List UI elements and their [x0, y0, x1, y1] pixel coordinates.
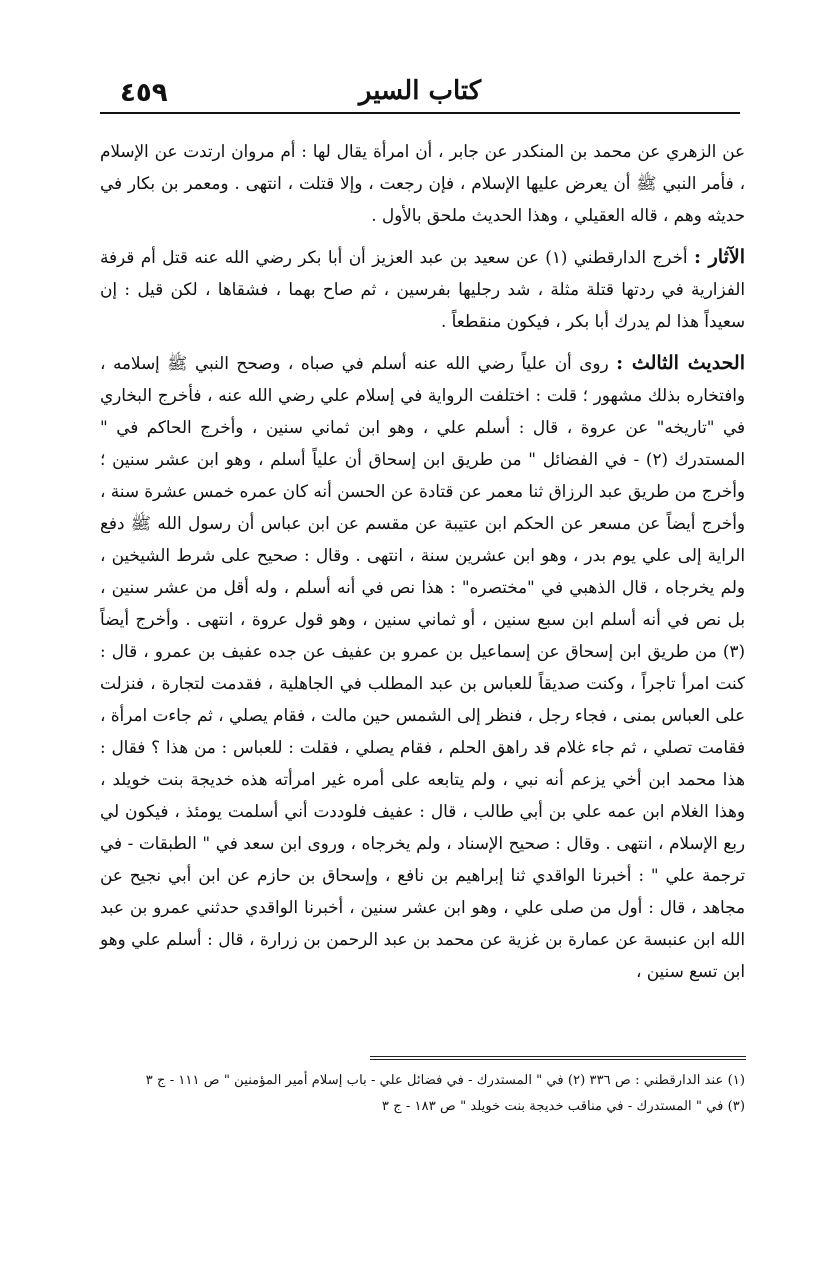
- footnotes: [100, 1068, 745, 1120]
- page-header: [100, 72, 740, 114]
- paragraph-text: روى أن علياً رضي الله عنه أسلم في صباه ، وصحح النبي ﷺ إسلامه ، وافتخاره بذلك مشهور ؛ قلت : اختلفت الرواية في إسلام علي رضي الله عنه ، فأخرج البخاري في "تاريخه" عن عروة ، قال : أسلم علي ، وهو ابن ثماني سنين ، وأخرج الحاكم في " المستدرك (٢) - في الفضائل " من طريق ابن إسحاق أن علياً أسلم ، وهو ابن عشر سنين ؛ وأخرج من طريق عبد الرزاق ثنا معمر عن قتادة عن الحسن أنه كان عمره خمس عشرة سنة ، وأخرج أيضاً عن مسعر عن الحكم ابن عتيبة عن مقسم عن ابن عباس أن رسول الله ﷺ دفع الراية إلى علي يوم بدر ، وهو ابن عشرين سنة ، انتهى . وقال : صحيح على شرط الشيخين ، ولم يخرجاه ، قال الذهبي في "مختصره" : هذا نص في أنه أسلم ، وله أقل من عشر سنين ، بل نص في أنه أسلم ابن سبع سنين ، أو ثماني سنين ، وهو قول عروة ، انتهى . وأخرج أيضاً (٣) من طريق ابن إسحاق عن إسماعيل بن عمرو بن عفيف عن جده عفيف بن عمرو ، قال : كنت امرأ تاجراً ، وكنت صديقاً للعباس بن عبد المطلب في الجاهلية ، فقدمت لتجارة ، فنزلت على العباس بمنى ، فجاء رجل ، فنظر إلى الشمس حين مالت ، فقام يصلي ، ثم جاءت امرأة ، فقامت تصلي ، ثم جاء غلام قد راهق الحلم ، فقام يصلي ، فقلت : للعباس : من هذا ؟ فقال : هذا محمد ابن أخي يزعم أنه نبي ، ولم يتابعه على أمره غير امرأته هذه خديجة بنت خويلد ، وهذا الغلام ابن عمه علي بن أبي طالب ، قال : عفيف فلوددت أني أسلمت يومئذ ، فيكون لي ربع الإسلام ، انتهى . وقال : صحيح الإسناد ، ولم يخرجاه ، وروى ابن سعد في " الطبقات - في ترجمة علي " : أخبرنا الواقدي ثنا إبراهيم بن نافع ، وإسحاق بن حازم عن ابن أبي نجيح عن مجاهد ، قال : أول من صلى علي ، وهو ابن عشر سنين ، أخبرنا الواقدي حدثني عمرو بن عبد الله ابن عنبسة عن عمارة بن غزية عن محمد بن عبد الرحمن بن زرارة ، قال : أسلم علي وهو ابن تسع سنين ،: [100, 353, 745, 981]
- section-heading-athar: الآثار :: [693, 246, 745, 268]
- paragraph-intro: [100, 135, 745, 231]
- page-number: ٤٥٩: [120, 78, 168, 108]
- paragraph-text: عن الزهري عن محمد بن المنكدر عن جابر ، أن امرأة يقال لها : أم مروان ارتدت عن الإسلام ، فأمر النبي ﷺ أن يعرض عليها الإسلام ، فإن رجعت ، وإلا قتلت ، انتهى . ومعمر بن بكار في حديثه وهم ، قاله العقيلي ، وهذا الحديث ملحق بالأول .: [100, 141, 745, 225]
- paragraph-text: أخرج الدارقطني (١) عن سعيد بن عبد العزيز أن أبا بكر رضي الله عنه قتل أم قرفة الفزارية في ردتها قتلة مثلة ، شد رجليها بفرسين ، ثم صاح بهما ، فشقاها ، لكن قيل : إن سعيداً هذا لم يدرك أبا بكر ، فيكون منقطعاً .: [100, 247, 745, 331]
- paragraph-hadith-3: [100, 347, 745, 987]
- footnote-separator: [370, 1059, 746, 1060]
- main-text: [100, 135, 745, 987]
- running-title: كتاب السير: [358, 76, 482, 106]
- section-heading-hadith-3: الحديث الثالث :: [616, 352, 746, 374]
- footnote-line: (١) عند الدارقطني : ص ٣٣٦ (٢) في " المستدرك - في فضائل علي - باب إسلام أمير المؤمنين " ص ١١١ - ج ٣: [145, 1073, 745, 1088]
- footnote-line: (٣) في " المستدرك - في مناقب خديجة بنت خويلد " ص ١٨٣ - ج ٣: [381, 1099, 745, 1114]
- footnote-separator: [370, 1056, 746, 1057]
- paragraph-athar: [100, 241, 745, 337]
